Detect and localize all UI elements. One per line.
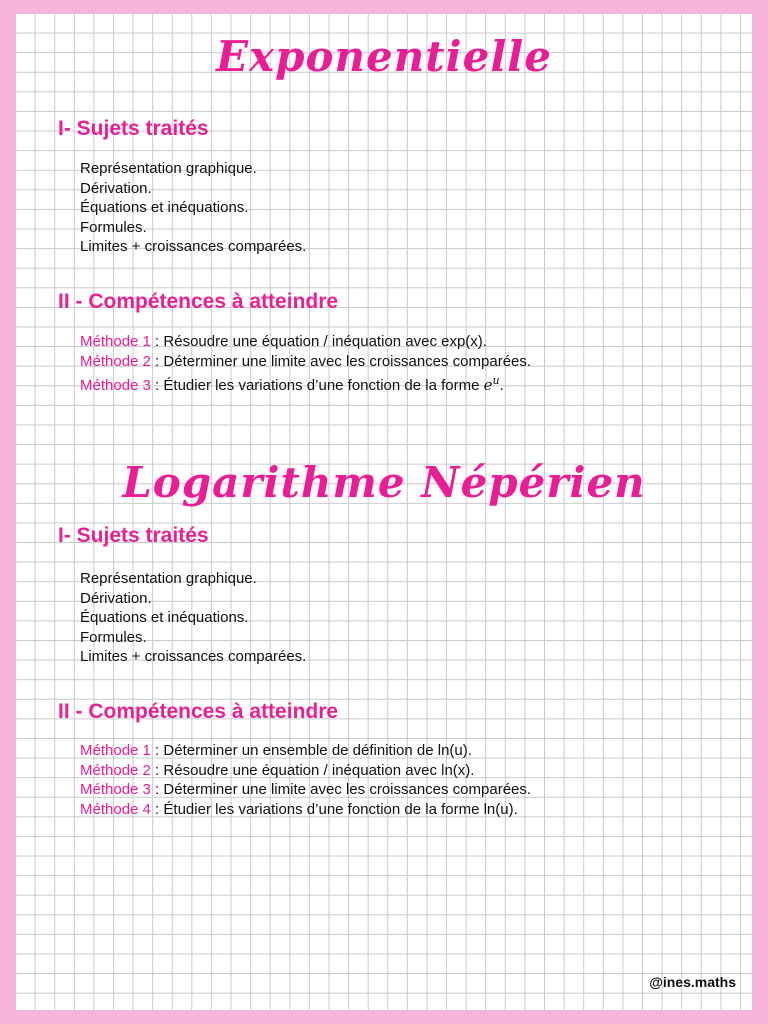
topic-item: Dérivation. [80,179,152,197]
author-credit: @ines.maths [649,974,736,990]
method-text: Résoudre une équation / inéquation avec exp(x). [163,333,487,350]
topic-item: Équations et inéquations. [80,199,249,217]
method-separator: : [150,742,164,759]
topics-list [80,569,306,667]
method-label: Méthode 2 [80,761,151,779]
math-expression-e-u [484,376,500,394]
grid-paper-sheet [16,14,752,1010]
methods-list [80,332,531,396]
method-text: Déterminer une limite avec les croissances comparées. [163,352,532,370]
method-item [80,352,531,372]
method-label: Méthode 4 [80,800,151,818]
method-label: Méthode 1 [80,333,151,350]
method-text: Résoudre une équation / inéquation avec ln(x). [163,761,475,779]
topic-item: Limites + croissances comparées. [80,238,307,256]
skills-heading: II - Compétences à atteindre [58,700,339,723]
topics-heading: I- Sujets traités [58,117,209,140]
method-separator: : [150,352,164,370]
method-label: Méthode 3 [80,377,151,395]
method-text: Déterminer une limite avec les croissances comparées. [163,781,532,799]
section-title-logarithme: Logarithme Népérien [122,458,646,507]
method-item [80,371,531,396]
method-item [80,800,531,820]
method-label: Méthode 3 [80,781,151,799]
method-separator: : [150,800,164,818]
topic-item: Limites + croissances comparées. [80,648,307,666]
method-item [80,332,531,352]
skills-heading: II - Compétences à atteindre [58,290,339,313]
method-separator: : [150,781,164,799]
topics-list [80,159,306,257]
section-title-exponentielle: Exponentielle [216,32,552,81]
topic-item: Représentation graphique. [80,160,257,177]
method-item [80,761,531,781]
topic-item: Formules. [80,628,147,646]
method-text: Étudier les variations d’une fonction de la forme ln(u). [163,800,518,818]
method-separator: : [150,761,164,779]
method-label: Méthode 1 [80,742,151,759]
method-end: . [499,377,504,395]
math-exponent: u [492,374,500,388]
method-separator: : [150,377,164,395]
method-separator: : [150,333,164,350]
method-label: Méthode 2 [80,352,151,370]
method-item [80,780,531,800]
topics-heading: I- Sujets traités [58,524,209,547]
topic-item: Dérivation. [80,589,152,607]
methods-list [80,741,531,819]
math-base: e [483,376,493,395]
method-item [80,741,531,761]
topic-item: Représentation graphique. [80,570,257,587]
method-text: Étudier les variations d’une fonction de la forme [163,377,484,395]
topic-item: Équations et inéquations. [80,609,249,627]
method-text: Déterminer un ensemble de définition de ln(u). [163,742,472,759]
topic-item: Formules. [80,218,147,236]
